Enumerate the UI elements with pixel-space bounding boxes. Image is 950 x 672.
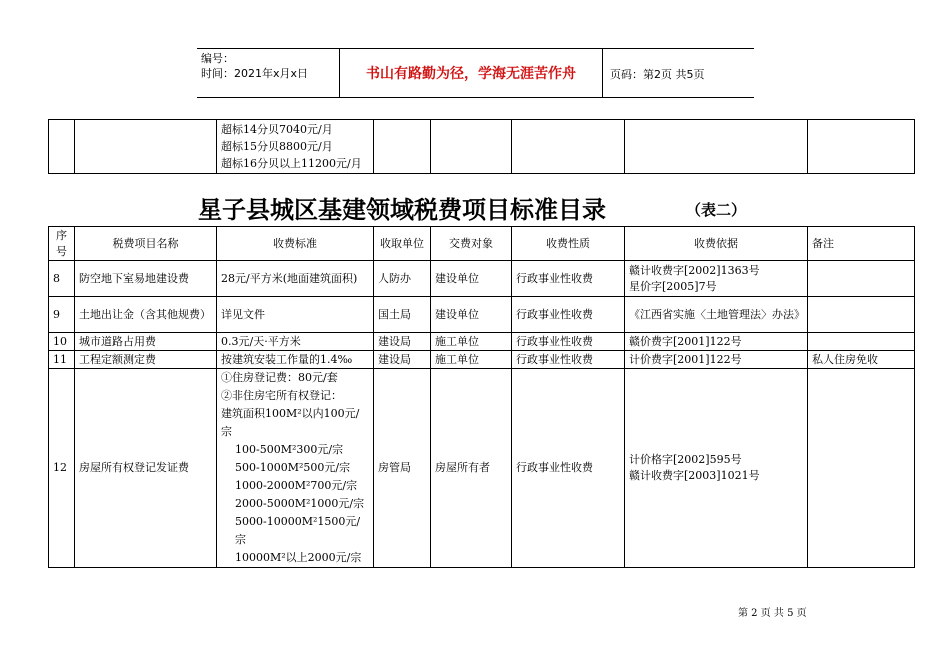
column-header: 收费依据 [625,227,808,261]
page-header [197,48,754,98]
column-header: 序号 [49,227,75,261]
continued-table [48,119,915,174]
motto: 书山有路勤为径，学海无涯苦作舟 [366,66,576,82]
column-header: 收费性质 [512,227,625,261]
table-number: （表二） [686,201,747,219]
time-label: 时间：2021年x月x日 [201,67,309,80]
column-header: 交费对象 [431,227,512,261]
fee-table [48,226,915,568]
column-header: 收取单位 [374,227,431,261]
header-divider [602,49,603,97]
code-label: 编号： [201,52,234,65]
column-header: 收费标准 [217,227,374,261]
table-row [49,120,915,174]
table-row: 9 土地出让金（含其他规费） 详见文件 国土局 建设单位 行政事业性收费 《江西省实施〈土地管理法〉办法》 [49,297,915,333]
page-title: 星子县城区基建领域税费项目标准目录 [198,195,606,224]
page-footer: 第 2 页 共 5 页 [738,608,807,619]
column-header: 备注 [808,227,915,261]
table-row: 10 城市道路占用费 0.3元/天·平方米 建设局 施工单位 行政事业性收费 赣价费字[2001]122号 [49,333,915,351]
table-header-row [49,227,915,261]
page-label: 页码：第2页 共5页 [610,68,705,81]
table-row: 12 房屋所有权登记发证费 ①住房登记费：80元/套 ②非住房宅所有权登记： 建筑面积100M²以内100元/宗 100-500M²300元/宗 500-1000M²500元/宗 1000-2000M²700元/宗 2000-5000M²1000元/宗 5000-10000M²1500元/宗 10000M²以上2000元/宗 房管局 房屋所有者 行政事业性收费 计价格字[2002]595号 赣计收费字[2003]1021号 [49,369,915,568]
header-meta [201,51,308,81]
standard-cell: 超标14分贝7040元/月 超标15分贝8800元/月 超标16分贝以上11200元/月 [217,120,374,174]
table-row: 8 防空地下室易地建设费 28元/平方米(地面建筑面积) 人防办 建设单位 行政事业性收费 赣计收费字[2002]1363号 星价字[2005]7号 [49,261,915,297]
column-header: 税费项目名称 [75,227,217,261]
table-row: 11 工程定额测定费 按建筑安装工作量的1.4‰ 建设局 施工单位 行政事业性收费 计价费字[2001]122号 私人住房免收 [49,351,915,369]
